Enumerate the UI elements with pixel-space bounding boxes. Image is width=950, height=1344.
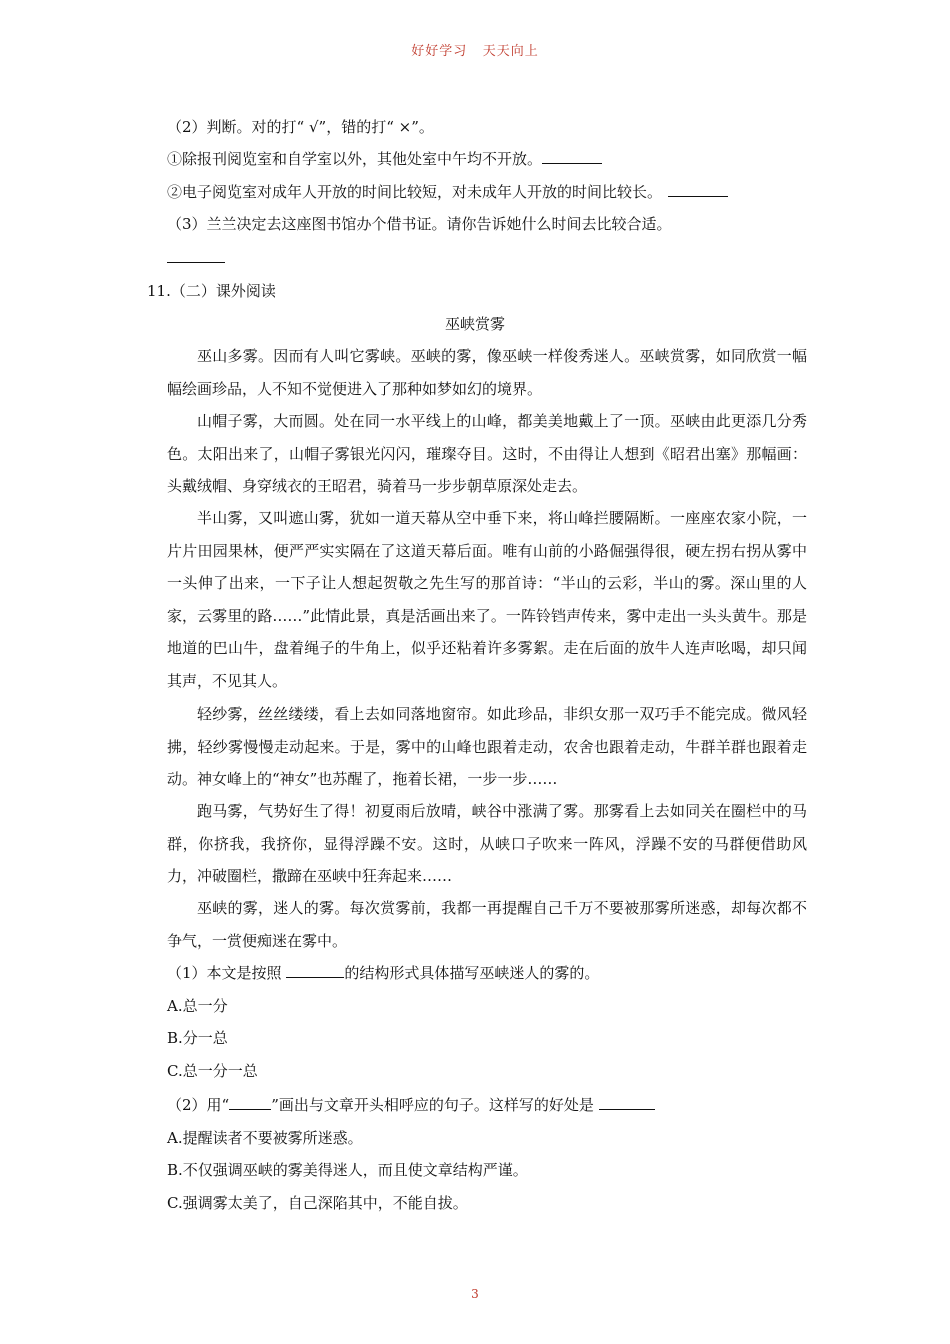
article-title: 巫峡赏雾 (444, 315, 505, 333)
option-c: C.强调雾太美了，自己深陷其中，不能自拔。 (167, 1194, 468, 1212)
q11-sub2-pre: （2）用“ (167, 1096, 230, 1114)
article-paragraph: 巫山多雾。因而有人叫它雾峡。巫峡的雾，像巫峡一样俊秀迷人。巫峡赏雾，如同欣赏一幅幅绘画珍品，人不知不觉便进入了那种如梦如幻的境界。 (167, 347, 807, 398)
answer-blank (167, 262, 225, 263)
page-number: 3 (471, 1287, 479, 1301)
q10-sub3: （3）兰兰决定去这座图书馆办个借书证。请你告诉她什么时间去比较合适。 (167, 215, 672, 233)
answer-blank (229, 1095, 271, 1110)
option-b: B.分一总 (167, 1029, 228, 1047)
q10-item1-text: ①除报刊阅览室和自学室以外，其他处室中午均不开放。 (167, 150, 543, 168)
q11-sub2 (167, 1094, 655, 1116)
article-paragraph: 山帽子雾，大而圆。处在同一水平线上的山峰，都美美地戴上了一顶。巫峡由此更添几分秀色。太阳出来了，山帽子雾银光闪闪，璀璨夺目。这时，不由得让人想到《昭君出塞》那幅画：头戴绒帽、身穿绒衣的王昭君，骑着马一步步朝草原深处走去。 (167, 412, 807, 496)
answer-blank (599, 1095, 655, 1110)
article-paragraph: 轻纱雾，丝丝缕缕，看上去如同落地窗帘。如此珍品，非织女那一双巧手不能完成。微风轻拂，轻纱雾慢慢走动起来。于是，雾中的山峰也跟着走动，农舍也跟着走动，牛群羊群也跟着走动。神女峰上的“神女”也苏醒了，拖着长裙，一步一步…… (167, 705, 807, 789)
q11-heading: 11.（二）课外阅读 (147, 282, 276, 300)
page-header: 好好学习 天天向上 (411, 44, 539, 59)
option-c: C.总一分一总 (167, 1062, 258, 1080)
answer-blank (668, 182, 728, 197)
q11-sub1 (167, 962, 599, 984)
option-a: A.提醒读者不要被雾所迷惑。 (167, 1129, 363, 1147)
article-paragraph: 半山雾，又叫遮山雾，犹如一道天幕从空中垂下来，将山峰拦腰隔断。一座座农家小院，一片片田园果林，便严严实实隔在了这道天幕后面。唯有山前的小路倔强得很，硬左拐右拐从雾中一头伸了出来，一下子让人想起贺敬之先生写的那首诗：“半山的云彩，半山的雾。深山里的人家，云雾里的路……”此情此景，真是活画出来了。一阵铃铛声传来，雾中走出一头头黄牛。那是地道的巴山牛，盘着绳子的牛角上，似乎还粘着许多雾絮。走在后面的放牛人连声吆喝，却只闻其声，不见其人。 (167, 509, 807, 690)
answer-blank (286, 963, 344, 978)
q10-item2 (167, 181, 728, 203)
q11-sub2-post: ”画出与文章开头相呼应的句子。这样写的好处是 (271, 1096, 599, 1114)
option-b: B.不仅强调巫峡的雾美得迷人，而且使文章结构严谨。 (167, 1161, 528, 1179)
q10-item1 (167, 148, 602, 170)
article-paragraph: 巫峡的雾，迷人的雾。每次赏雾前，我都一再提醒自己千万不要被那雾所迷惑，却每次都不争气，一赏便痴迷在雾中。 (167, 899, 807, 950)
article-paragraph: 跑马雾，气势好生了得！初夏雨后放晴，峡谷中涨满了雾。那雾看上去如同关在圈栏中的马群，你挤我，我挤你，显得浮躁不安。这时，从峡口子吹来一阵风，浮躁不安的马群便借助风力，冲破圈栏，撒蹄在巫峡中狂奔起来…… (167, 802, 807, 886)
q11-sub1-pre: （1）本文是按照 (167, 964, 287, 982)
q10-sub2: （2）判断。对的打“ √”，错的打“ ×”。 (167, 118, 434, 136)
answer-blank (542, 149, 602, 164)
option-a: A.总一分 (167, 997, 228, 1015)
q11-sub1-post: 的结构形式具体描写巫峡迷人的雾的。 (344, 964, 600, 982)
q10-item2-text: ②电子阅览室对成年人开放的时间比较短，对未成年人开放的时间比较长。 (167, 183, 663, 201)
